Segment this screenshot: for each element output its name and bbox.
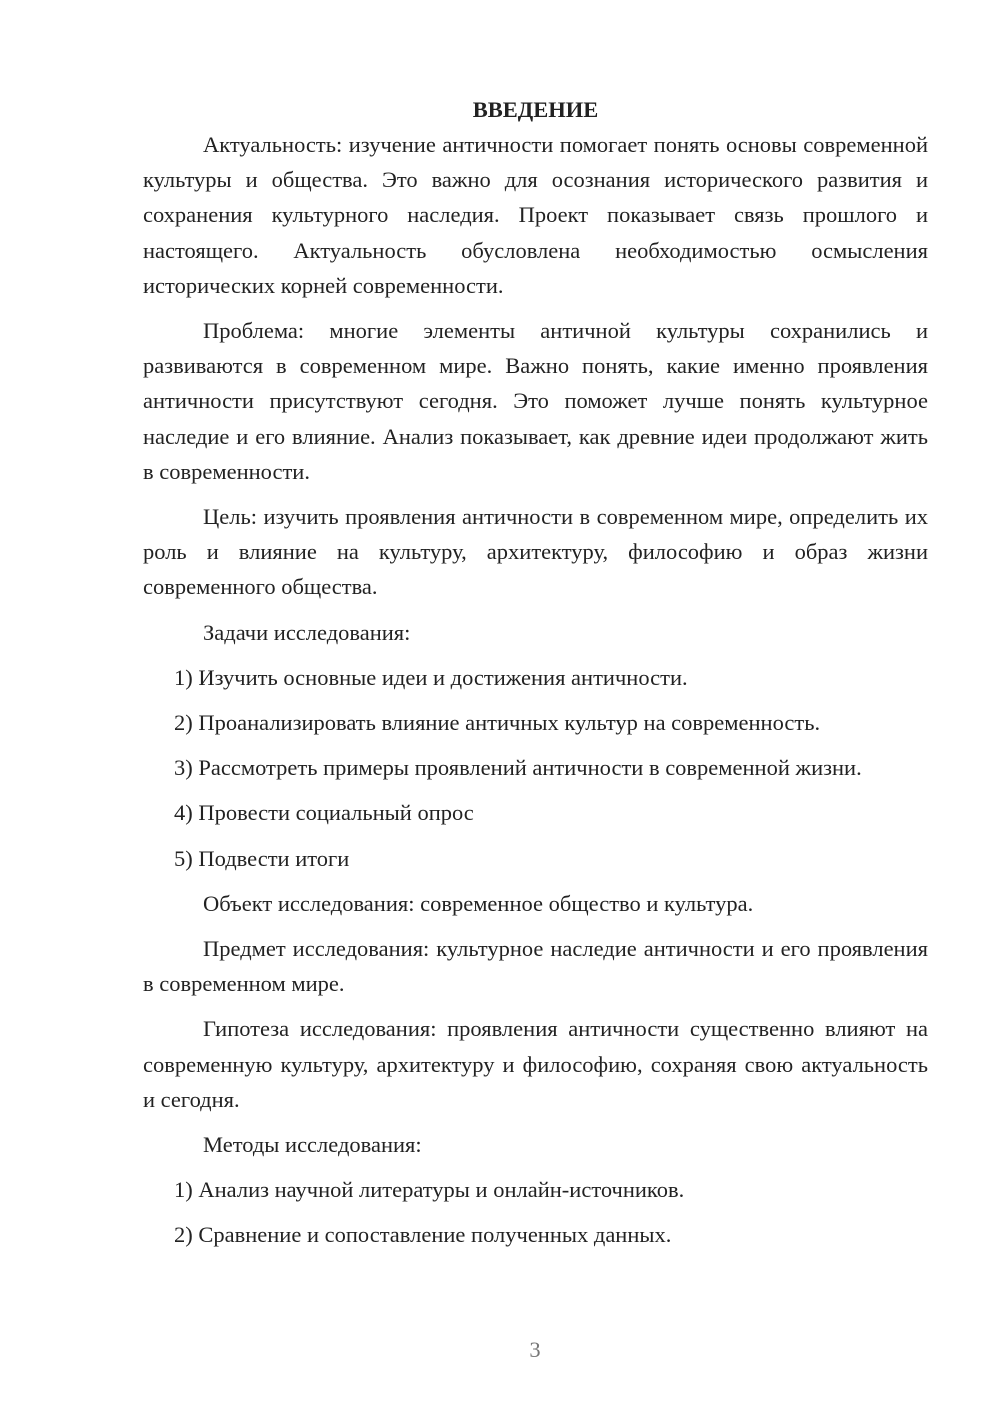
method-item-2: 2) Сравнение и сопоставление полученных данных. [174,1222,672,1248]
hypothesis-paragraph: Гипотеза исследования: проявления античности существенно влияют на современную культуру, архитектуру и философию, сохраняя свою актуальность и сегодня. [143,1016,928,1112]
task-item-2: 2) Проанализировать влияние античных культур на современность. [174,710,821,736]
problem-paragraph: Проблема: многие элементы античной культуры сохранились и развиваются в современном мире. Важно понять, какие именно проявления античности присутствуют сегодня. Это поможет лучше понять культурное наследие и его влияние. Анализ показывает, как древние идеи продолжают жить в современности. [143,318,928,484]
relevance-paragraph: Актуальность: изучение античности помогает понять основы современной культуры и общества. Это важно для осознания исторического развития и сохранения культурного наследия. Проект показывает связь прошлого и настоящего. Актуальность обусловлена необходимостью осмысления исторических корней современности. [143,132,928,298]
goal-paragraph: Цель: изучить проявления античности в современном мире, определить их роль и влияние на культуру, архитектуру, философию и образ жизни современного общества. [143,504,928,600]
section-title: ВВЕДЕНИЕ [472,97,599,122]
task-item-1: 1) Изучить основные идеи и достижения античности. [174,664,688,690]
task-item-4: 4) Провести социальный опрос [174,800,474,826]
page-content [143,92,928,1263]
methods-heading: Методы исследования: [203,1132,422,1158]
task-item-5: 5) Подвести итоги [174,845,350,871]
object-paragraph: Объект исследования: современное общество и культура. [203,890,754,916]
page-number: 3 [529,1337,541,1362]
subject-paragraph: Предмет исследования: культурное наследие античности и его проявления в современном мире. [143,936,928,997]
task-item-3: 3) Рассмотреть примеры проявлений античности в современной жизни. [174,755,862,781]
method-item-1: 1) Анализ научной литературы и онлайн-источников. [174,1177,685,1203]
tasks-heading: Задачи исследования: [203,619,411,645]
